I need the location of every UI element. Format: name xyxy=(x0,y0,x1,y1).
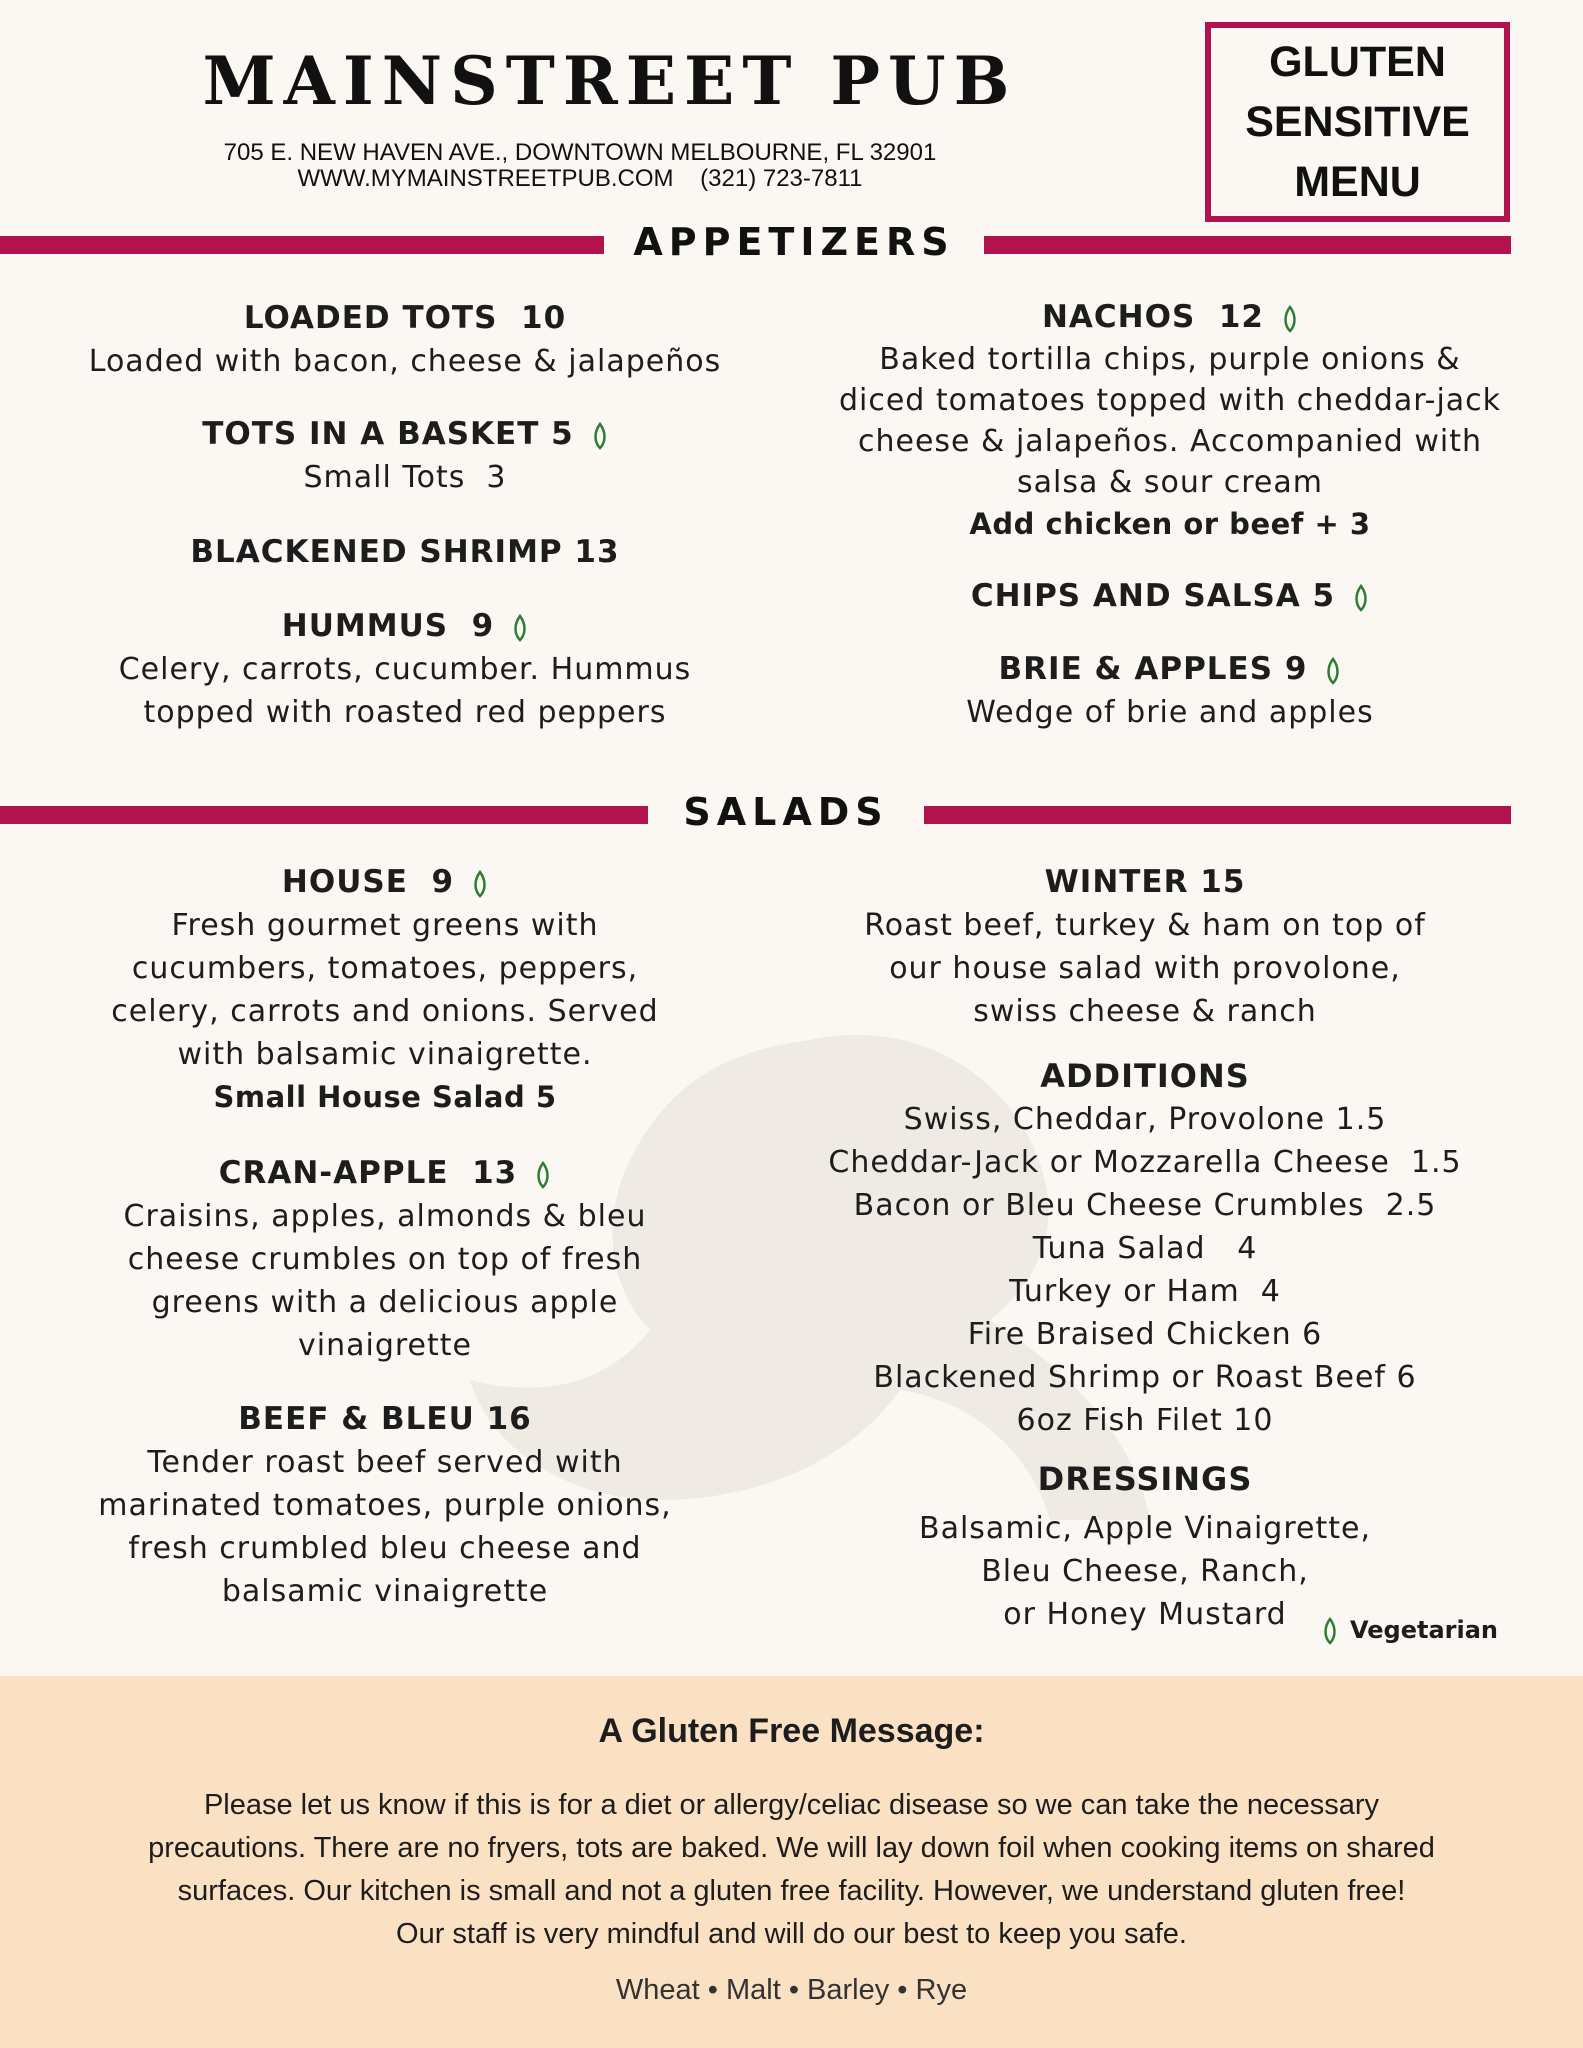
item-name: BLACKENED SHRIMP 13 xyxy=(190,534,620,570)
addition-item: Tuna Salad 4 xyxy=(1032,1231,1258,1266)
message-line: surfaces. Our kitchen is small and not a gluten free facility. However, we understand gluten free! xyxy=(177,1875,1406,1907)
item-name: LOADED TOTS 10 xyxy=(243,300,567,336)
brand-title: MAINSTREET PUB xyxy=(202,42,1018,120)
item-description: topped with roasted red peppers xyxy=(143,695,667,730)
item-name: HUMMUS 9 xyxy=(281,608,495,644)
gluten-free-message-title: A Gluten Free Message: xyxy=(598,1712,985,1750)
addition-item: Turkey or Ham 4 xyxy=(1009,1274,1281,1309)
item-description: Roast beef, turkey & ham on top of xyxy=(864,908,1426,943)
item-name: TOTS IN A BASKET 5 xyxy=(202,416,574,452)
menu-item-beef-bleu xyxy=(40,1397,730,1613)
leaf-icon xyxy=(1282,305,1298,333)
menu-item-chips-salsa xyxy=(800,574,1540,618)
badge-line: GLUTEN xyxy=(1269,38,1446,86)
item-description: Craisins, apples, almonds & bleu xyxy=(123,1199,647,1234)
item-description: marinated tomatoes, purple onions, xyxy=(98,1488,672,1523)
item-description: our house salad with provolone, xyxy=(889,951,1401,986)
item-description: fresh crumbled bleu cheese and xyxy=(128,1531,642,1566)
item-description: Baked tortilla chips, purple onions & xyxy=(879,342,1461,377)
gluten-sensitive-badge xyxy=(1205,22,1510,222)
message-line: Our staff is very mindful and will do our best to keep you safe. xyxy=(396,1918,1187,1950)
item-name-row xyxy=(800,295,1540,339)
section-divider xyxy=(924,806,1511,824)
item-name: HOUSE 9 xyxy=(281,864,455,900)
item-description: cucumbers, tomatoes, peppers, xyxy=(131,951,639,986)
item-description: celery, carrots and onions. Served xyxy=(111,994,659,1029)
item-name-row xyxy=(40,1151,730,1195)
item-description: with balsamic vinaigrette. xyxy=(177,1037,593,1072)
addition-item: Cheddar-Jack or Mozzarella Cheese 1.5 xyxy=(828,1145,1462,1180)
item-description: Loaded with bacon, cheese & jalapeños xyxy=(88,344,722,379)
menu-item-winter-salad xyxy=(780,860,1510,1033)
message-line: precautions. There are no fryers, tots are baked. We will lay down foil when cooking items on shared xyxy=(148,1832,1435,1864)
item-description: vinaigrette xyxy=(298,1328,472,1363)
menu-item-cran-apple xyxy=(40,1151,730,1367)
addition-item: Bacon or Bleu Cheese Crumbles 2.5 xyxy=(853,1188,1437,1223)
item-name-row xyxy=(40,412,770,456)
menu-item-brie-apples xyxy=(800,647,1540,734)
message-line: Please let us know if this is for a diet or allergy/celiac disease so we can take the necessary xyxy=(203,1789,1380,1821)
item-description: Wedge of brie and apples xyxy=(966,695,1374,730)
item-description: cheese & jalapeños. Accompanied with xyxy=(857,424,1482,459)
menu-item-hummus xyxy=(40,604,770,734)
section-heading-salads: SALADS xyxy=(683,790,889,834)
additions-heading: ADDITIONS xyxy=(1040,1057,1250,1095)
item-description: salsa & sour cream xyxy=(1017,465,1323,500)
item-description: swiss cheese & ranch xyxy=(973,994,1317,1029)
section-heading-appetizers: APPETIZERS xyxy=(633,220,955,264)
item-name-row xyxy=(40,860,730,904)
menu-item-house-salad xyxy=(40,860,730,1119)
gluten-free-message-body xyxy=(60,1784,1523,1956)
item-name: CRAN-APPLE 13 xyxy=(218,1155,518,1191)
address-block xyxy=(150,140,1010,192)
item-name: CHIPS AND SALSA 5 xyxy=(970,578,1336,614)
menu-item-nachos xyxy=(800,295,1540,546)
dressing-line: or Honey Mustard xyxy=(1003,1597,1287,1632)
item-description: Celery, carrots, cucumber. Hummus xyxy=(118,652,692,687)
website-phone-line: WWW.MYMAINSTREETPUB.COM (321) 723-7811 xyxy=(297,165,863,192)
section-divider xyxy=(984,236,1511,254)
dressings-list xyxy=(780,1457,1510,1636)
item-description: Fresh gourmet greens with xyxy=(171,908,599,943)
addition-item: 6oz Fish Filet 10 xyxy=(1016,1403,1274,1438)
item-description: diced tomatoes topped with cheddar-jack xyxy=(838,383,1502,418)
leaf-icon xyxy=(1322,1617,1338,1645)
item-name-row xyxy=(40,604,770,648)
item-name: BRIE & APPLES 9 xyxy=(998,651,1308,687)
item-name: NACHOS 12 xyxy=(1041,299,1265,335)
item-name-row xyxy=(800,647,1540,691)
leaf-icon xyxy=(1325,657,1341,685)
addition-item: Swiss, Cheddar, Provolone 1.5 xyxy=(903,1102,1387,1137)
item-addon: Add chicken or beef + 3 xyxy=(969,507,1371,541)
item-description: greens with a delicious apple xyxy=(151,1285,619,1320)
item-addon: Small House Salad 5 xyxy=(213,1080,557,1114)
addition-item: Blackened Shrimp or Roast Beef 6 xyxy=(873,1360,1417,1395)
item-name: WINTER 15 xyxy=(1044,864,1246,900)
address-line: 705 E. NEW HAVEN AVE., DOWNTOWN MELBOURNE, FL 32901 xyxy=(223,139,937,166)
leaf-icon xyxy=(535,1161,551,1189)
leaf-icon xyxy=(592,422,608,450)
menu-item-loaded-tots xyxy=(40,296,770,383)
item-name: BEEF & BLEU 16 xyxy=(238,1401,532,1437)
badge-line: SENSITIVE xyxy=(1245,98,1470,146)
leaf-icon xyxy=(472,870,488,898)
dressings-heading: DRESSINGS xyxy=(1037,1460,1253,1498)
addition-item: Fire Braised Chicken 6 xyxy=(967,1317,1323,1352)
item-description: Small Tots 3 xyxy=(303,460,507,495)
dressing-line: Balsamic, Apple Vinaigrette, xyxy=(919,1511,1371,1546)
leaf-icon xyxy=(1353,584,1369,612)
section-divider xyxy=(0,806,648,824)
dressing-line: Bleu Cheese, Ranch, xyxy=(981,1554,1309,1589)
menu-item-tots-basket xyxy=(40,412,770,499)
item-description: Tender roast beef served with xyxy=(147,1445,623,1480)
additions-list xyxy=(780,1054,1510,1442)
badge-line: MENU xyxy=(1294,158,1421,206)
item-description: cheese crumbles on top of fresh xyxy=(127,1242,643,1277)
menu-item-blackened-shrimp xyxy=(40,530,770,574)
grain-list: Wheat • Malt • Barley • Rye xyxy=(615,1974,968,2006)
item-name-row xyxy=(800,574,1540,618)
leaf-icon xyxy=(512,614,528,642)
legend-label: Vegetarian xyxy=(1350,1616,1499,1644)
vegetarian-legend xyxy=(1322,1616,1498,1645)
section-divider xyxy=(0,236,604,254)
item-description: balsamic vinaigrette xyxy=(221,1574,549,1609)
